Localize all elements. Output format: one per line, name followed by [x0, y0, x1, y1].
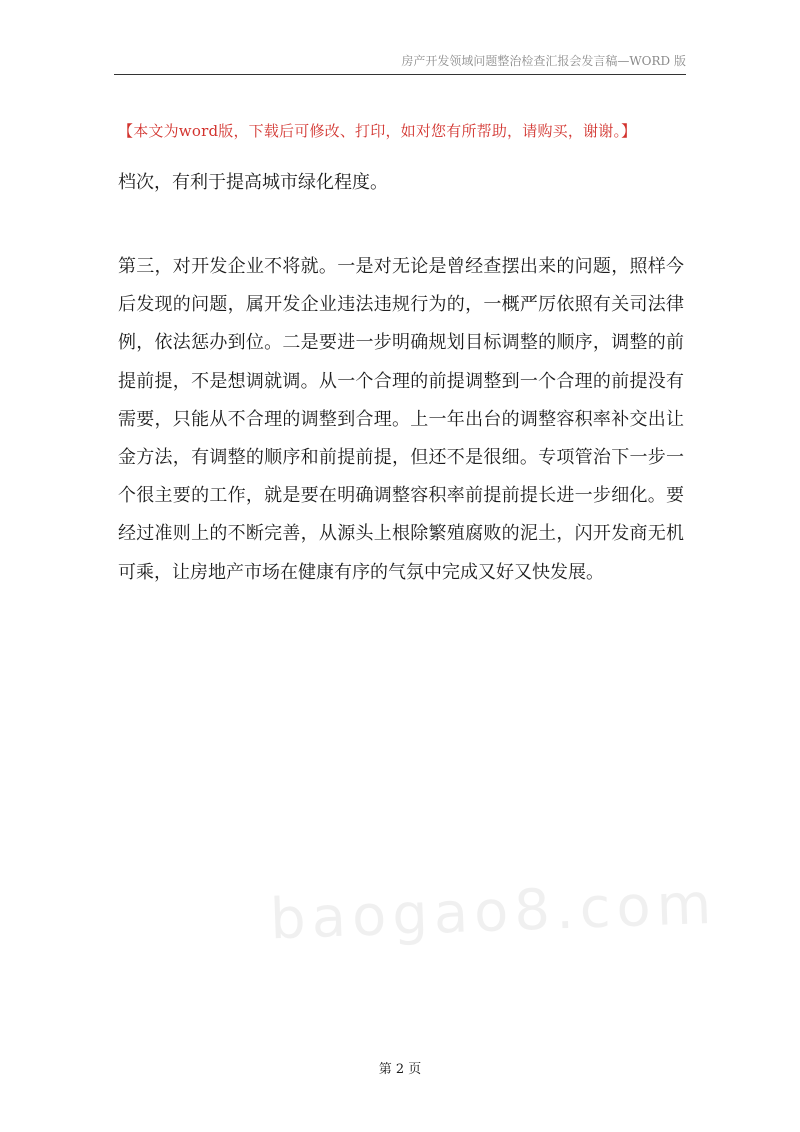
- download-notice: 【本文为word版，下载后可修改、打印，如对您有所帮助，请购买，谢谢。】: [118, 122, 637, 140]
- body-paragraph-1: 档次，有利于提高城市绿化程度。: [118, 172, 388, 193]
- header-divider: [114, 74, 686, 75]
- page-number: 第 2 页: [378, 1062, 422, 1077]
- watermark: baogao8.com: [268, 871, 719, 953]
- body-paragraph-2: 第三，对开发企业不将就。一是对无论是曾经查摆出来的问题，照样今后发现的问题，属开发企业违法违规行为的，一概严厉依照有关司法律例，依法惩办到位。二是要进一步明确规划目标调整的顺序，调整的前提前提，不是想调就调。从一个合理的前提调整到一个合理的前提没有需要，只能从不合理的调整到合理。上一年出台的调整容积率补交出让金方法，有调整的顺序和前提前提，但还不是很细。专项管治下一步一个很主要的工作，就是要在明确调整容积率前提前提长进一步细化。要经过准则上的不断完善，从源头上根除繁殖腐败的泥土，闪开发商无机可乘，让房地产市场在健康有序的气氛中完成又好又快发展。: [118, 256, 684, 583]
- running-header: 房产开发领域问题整治检查汇报会发言稿—WORD 版: [401, 54, 686, 68]
